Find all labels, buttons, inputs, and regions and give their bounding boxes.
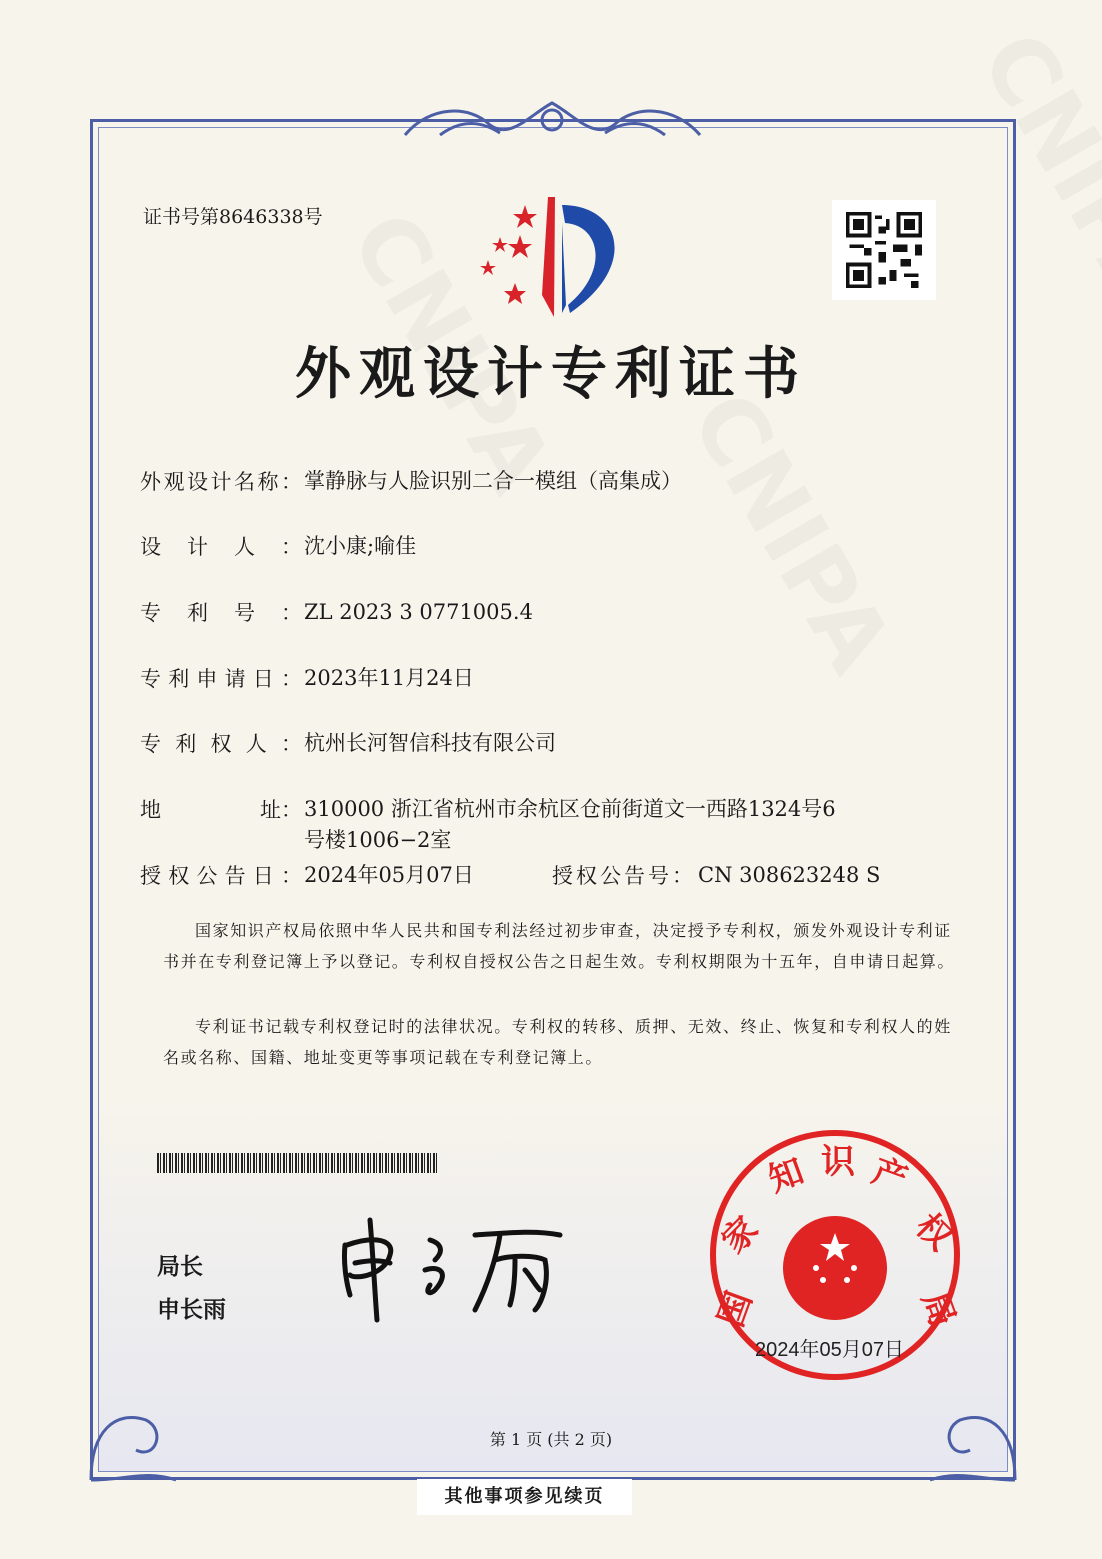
patent-number-value: ZL 2023 3 0771005.4: [304, 600, 533, 624]
seal-date: 2024年05月07日: [755, 1339, 904, 1361]
svg-text:产: 产: [866, 1151, 913, 1201]
designer-value: 沈小康;喻佳: [304, 534, 417, 558]
svg-text:国: 国: [711, 1286, 761, 1333]
continued-note: 其他事项参见续页: [417, 1479, 632, 1515]
design-name-value: 掌静脉与人脸识别二合一模组（高集成）: [304, 469, 682, 493]
barcode: [157, 1153, 439, 1173]
field-filing-date: 专 利 申 请 日 ： 2023年11月24日: [140, 663, 474, 694]
address-value: 310000 浙江省杭州市余杭区仓前街道文一西路1324号6 号楼1006−2室: [304, 797, 836, 852]
signer-name: 申长雨: [157, 1297, 226, 1323]
certificate-title: 外观设计专利证书: [295, 341, 807, 407]
cnipa-logo: [470, 195, 635, 320]
filing-date-value: 2023年11月24日: [304, 666, 474, 690]
certificate-number: 证书号第8646338号: [143, 206, 323, 228]
statement-paragraph-1: 国家知识产权局依照中华人民共和国专利法经过初步审查，决定授予专利权，颁发外观设计专利证书并在专利登记簿上予以登记。专利权自授权公告之日起生效。专利权期限为十五年，自申请日起算。: [163, 921, 956, 971]
field-patentee: 专 利 权 人 ： 杭州长河智信科技有限公司: [140, 728, 556, 759]
svg-text:知: 知: [763, 1151, 810, 1201]
top-ornament: [400, 95, 705, 145]
field-grant-date: 授 权 公 告 日 ： 2024年05月07日: [140, 860, 474, 891]
field-designer: 设 计 人 ： 沈小康;喻佳: [140, 531, 416, 562]
field-publication-number: 授权公告号： CN 308623248 S: [552, 860, 880, 891]
field-design-name: 外 观 设 计 名 称 ： 掌静脉与人脸识别二合一模组（高集成）: [140, 466, 682, 497]
field-address: 地 址 ： 310000 浙江省杭州市余杭区仓前街道文一西路1324号6 号楼1006−2室: [140, 794, 836, 856]
svg-text:识: 识: [821, 1142, 855, 1182]
svg-text:局: 局: [913, 1286, 963, 1333]
publication-number-value: CN 308623248 S: [698, 863, 881, 887]
svg-text:家: 家: [714, 1209, 767, 1262]
field-patent-number: 专 利 号 ： ZL 2023 3 0771005.4: [140, 597, 533, 628]
svg-text:权: 权: [907, 1206, 960, 1259]
qr-code: [832, 200, 936, 300]
patentee-value: 杭州长河智信科技有限公司: [304, 731, 556, 755]
statement-paragraph-2: 专利证书记载专利权登记时的法律状况。专利权的转移、质押、无效、终止、恢复和专利权人的姓名或名称、国籍、地址变更等事项记载在专利登记簿上。: [163, 1017, 952, 1067]
signature: [335, 1215, 570, 1325]
grant-date-value: 2024年05月07日: [304, 863, 474, 887]
page-number: 第 1 页 (共 2 页): [489, 1430, 613, 1449]
signer-role: 局长: [157, 1254, 203, 1280]
